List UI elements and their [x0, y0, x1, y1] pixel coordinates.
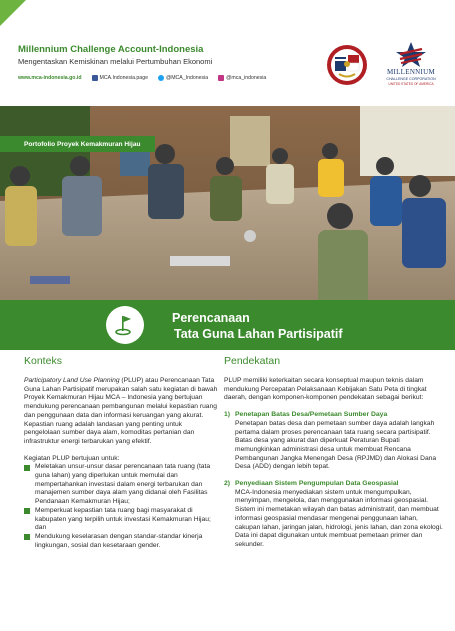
list-item — [24, 463, 220, 507]
facebook-link[interactable] — [92, 75, 148, 81]
mcc-name: MILLENNIUM — [386, 68, 436, 76]
facebook-icon — [92, 75, 98, 81]
konteks-heading: Konteks — [24, 355, 62, 367]
facebook-handle: MCA.Indonesia.page — [99, 75, 148, 81]
item-heading: Penetapan Batas Desa/Pemetaan Sumber Daya — [235, 411, 388, 419]
goals-lead: Kegiatan PLUP bertujuan untuk: — [24, 454, 120, 462]
bullet-square-icon — [24, 534, 30, 540]
corner-accent — [0, 0, 26, 26]
goals-list — [24, 463, 220, 550]
org-title: Millennium Challenge Account-Indonesia — [18, 44, 204, 55]
joint-emblem-logo — [326, 44, 368, 86]
konteks-section — [24, 355, 220, 550]
item-number: 1) — [224, 411, 231, 419]
page-title-line1: Perencanaan — [172, 311, 250, 325]
contact-links — [18, 75, 266, 81]
konteks-intro-text: (PLUP) atau Perencanaan Tata Guna Lahan Partisipatif merupakan salah satu kegiatan di bawah Proyek Kemakmuran Hijau MCA – Indonesia yang bertujuan mendukung perencanaan pembangunan melalui kepastian ruang dan penggunaan data dan informasi keruangan yang akurat. Kepastian ruang adalah landasan yang penting untuk pengelolaan sumber daya alam, komoditas pertanian dan infrastruktur energi terbarukan yang efektif. — [24, 377, 218, 445]
bullet-square-icon — [24, 465, 30, 471]
instagram-link[interactable] — [218, 75, 266, 81]
page-title — [172, 310, 343, 342]
list-item — [224, 480, 444, 550]
approach-list — [224, 411, 444, 550]
konteks-intro — [24, 377, 220, 447]
konteks-intro-term: Participatory Land Use Planning — [24, 377, 120, 384]
list-item — [224, 411, 444, 472]
portfolio-banner: Portofolio Proyek Kemakmuran Hijau — [0, 136, 155, 152]
item-heading: Penyediaan Sistem Pengumpulan Data Geospasial — [235, 480, 399, 488]
header — [0, 0, 455, 106]
goal-text: Meletakan unsur-unsur dasar perencanaan tata ruang (tata guna lahan) yang diperlukan untuk memulai dan mempertahankan investasi dalam energi terbarukan dan manajemen sumber daya alam yang didanai oleh Fasilitas Pendanaan Kemakmuran Hijau; — [35, 463, 211, 506]
list-item — [24, 533, 220, 550]
page-title-line2: Tata Guna Lahan Partisipatif — [174, 327, 343, 341]
item-number: 2) — [224, 480, 231, 488]
item-body: MCA-Indonesia menyediakan sistem untuk mengumpulkan, menyimpan, mengelola, dan menggunakan informasi geospasial. Sistem ini memetakan wilayah dan batas administratif, dan membuat informasi geospasial mendasar mengenai penggunaan lahan, cakupan lahan, jaringan jalan, hidrologi, jenis lahan, dan zona ekologi. Data ini dapat digunakan untuk membuat pemetaan primer dan sekunder. — [235, 488, 443, 548]
instagram-handle: @mca_indonesia — [226, 75, 267, 81]
pendekatan-heading: Pendekatan — [224, 355, 281, 367]
org-subtitle: Mengentaskan Kemiskinan melalui Pertumbuhan Ekonomi — [18, 57, 213, 66]
goal-text: Memperkuat kepastian tata ruang bagi masyarakat di kabupaten yang terpilih untuk investasi Kemakmuran Hijau; dan — [35, 506, 211, 532]
instagram-icon — [218, 75, 224, 81]
twitter-link[interactable] — [158, 75, 208, 81]
twitter-handle: @MCA_Indonesia — [165, 75, 209, 81]
website-link[interactable]: www.mca-indonesia.go.id — [18, 75, 82, 81]
mcc-tagline: UNITED STATES OF AMERICA — [388, 82, 434, 86]
mcc-logo — [378, 40, 444, 90]
pendekatan-section — [224, 355, 444, 558]
twitter-icon — [158, 75, 164, 81]
mcc-star-icon — [378, 40, 444, 68]
goal-text: Mendukung keselarasan dengan standar-standar kinerja lingkungan, sosial dan kesetaraan gender. — [35, 532, 203, 549]
flag-map-icon — [106, 306, 144, 344]
pendekatan-intro: PLUP memiliki keterkaitan secara konseptual maupun teknis dalam mendukung Percepatan Pelaksanaan Kebijakan Satu Peta di tingkat daerah, dengan komponen-komponen pendekatan sebagai berikut: — [224, 377, 427, 402]
item-body: Penetapan batas desa dan pemetaan sumber daya adalah langkah pertama dalam proses perencanaan tata ruang secara partisipatif. Batas desa yang akurat dan diperkuat Peraturan Bupati memungkinkan administrasi desa untuk membuat Rencana Pembangunan Jangka Menengah Desa (RPJMD) dan Alokasi Dana Desa (ADD) dengan lebih tepat. — [235, 419, 437, 471]
title-bar — [0, 300, 455, 350]
bullet-square-icon — [24, 508, 30, 514]
list-item — [24, 507, 220, 533]
mcc-subtitle: CHALLENGE CORPORATION — [386, 77, 436, 81]
